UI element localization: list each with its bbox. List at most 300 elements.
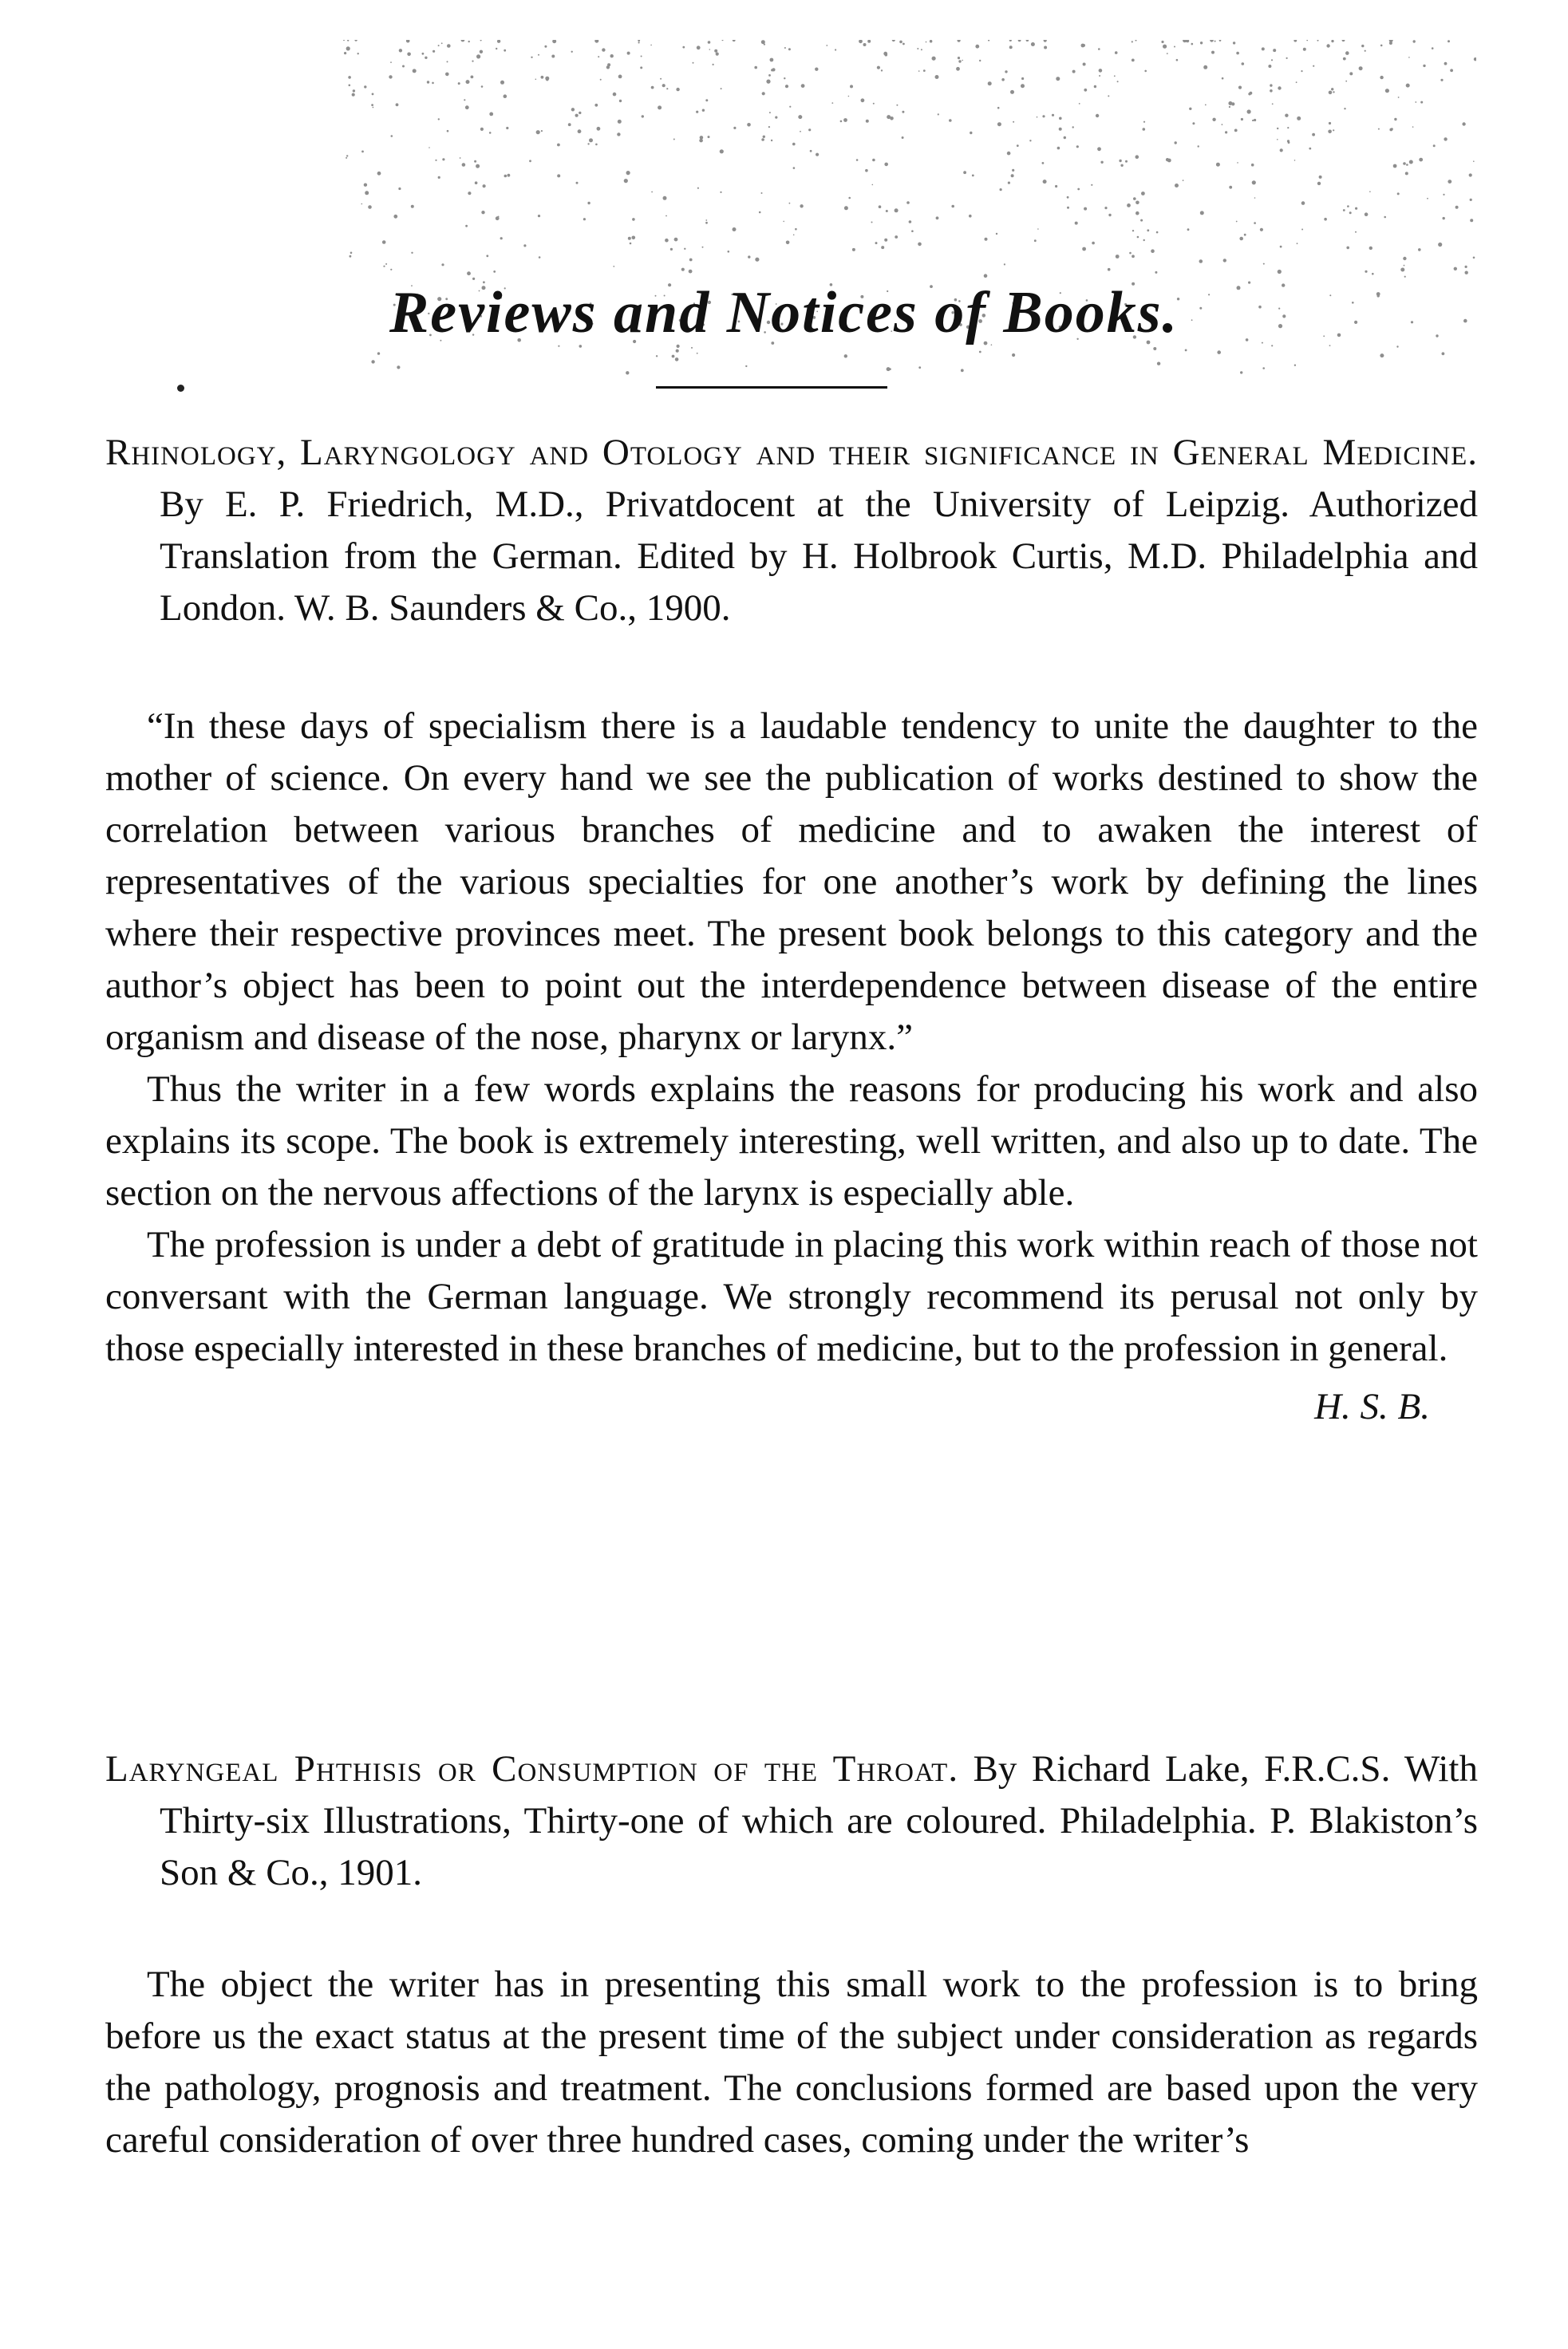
scan-speck [885,53,888,57]
scan-speck [1262,47,1265,50]
scan-speck [935,75,939,79]
scan-speck [917,48,918,49]
scan-speck [662,84,666,87]
scan-speck [640,66,642,69]
scan-speck [1247,109,1251,113]
scan-speck [607,63,610,66]
scan-speck [1183,180,1184,181]
scan-speck [1200,41,1203,44]
scan-speck [1203,65,1207,69]
scan-speck [568,123,571,126]
scan-speck [1091,184,1092,186]
scan-speck [368,205,372,209]
scan-speck [906,201,910,204]
scan-speck [504,94,508,98]
scan-speck [544,45,547,48]
scan-speck [626,171,630,175]
scan-speck [618,120,622,124]
scan-speck [467,271,471,275]
scan-speck [720,191,721,193]
scan-speck [1156,231,1159,234]
scan-speck [1391,128,1393,130]
scan-speck [988,81,992,85]
scan-speck [1056,77,1060,81]
scan-speck [541,76,544,79]
scan-speck [1309,148,1311,150]
scan-speck [447,130,449,132]
scan-speck [884,239,887,242]
scan-speck [1400,268,1404,272]
scan-speck [766,80,770,84]
scan-speck [656,355,658,357]
scan-speck [1167,159,1171,163]
scan-speck [390,269,392,270]
scan-speck [848,197,851,199]
scan-speck [1082,44,1085,47]
scan-speck [497,40,500,43]
scan-speck [1369,247,1372,250]
scan-speck [1236,52,1239,55]
scan-speck [1294,40,1297,42]
scan-speck [425,57,427,59]
scan-speck [1059,117,1062,120]
scan-speck [1012,353,1015,357]
scan-speck [1116,255,1120,259]
scan-speck [761,138,764,141]
scan-speck [480,40,482,41]
scan-speck [411,252,413,254]
scan-speck [398,188,401,190]
scan-speck [1011,174,1014,177]
scan-speck [1007,152,1011,156]
scan-speck [626,371,629,374]
scan-speck [795,228,797,231]
scan-speck [1079,103,1080,105]
scan-speck [343,40,345,41]
scan-speck [576,182,579,184]
scan-speck [1263,263,1265,265]
scan-speck [852,248,855,251]
scan-speck [872,184,874,186]
scan-speck [618,75,622,79]
scan-speck [963,171,966,174]
scan-speck [1465,271,1468,274]
scan-speck [1004,263,1005,265]
scan-speck [1408,57,1410,58]
scan-speck [1278,270,1282,274]
scan-speck [1094,85,1096,88]
scan-speck [1052,114,1054,116]
scan-speck [1157,362,1160,365]
scan-speck [1254,119,1256,121]
scan-speck [705,219,707,221]
scan-speck [1345,81,1347,82]
scan-speck [1212,118,1215,121]
scan-speck [961,369,964,372]
scan-speck [889,368,891,370]
scan-speck [697,188,699,189]
scan-speck [529,160,531,162]
scan-speck [800,131,801,132]
scan-speck [504,49,506,52]
scan-speck [1415,101,1416,103]
scan-speck [1115,51,1118,54]
scan-speck [587,202,590,204]
scan-speck [390,61,392,63]
scan-speck [483,184,486,188]
scan-speck [1143,121,1145,123]
scan-speck [996,233,997,235]
scan-speck [789,203,791,204]
scan-speck [909,220,912,223]
scan-speck [1285,114,1288,117]
scan-speck [364,85,366,88]
scan-speck [800,204,803,207]
scan-speck [1433,144,1436,147]
scan-speck [745,365,747,367]
scan-speck [1378,128,1380,130]
scan-speck [697,45,701,49]
scan-speck [385,263,387,265]
scan-speck [1191,43,1194,45]
scan-speck [1237,162,1238,164]
review-2-heading [105,1743,1478,1899]
scan-speck [438,176,440,179]
scan-speck [539,256,541,259]
scan-speck [1198,145,1199,147]
scan-speck [863,43,867,46]
scan-speck [887,115,891,119]
scan-speck [441,263,444,266]
scan-speck [1317,182,1321,185]
scan-speck [1097,147,1101,151]
scan-speck [877,66,880,69]
scan-speck [979,351,981,353]
scan-speck [1361,45,1364,47]
scan-speck [642,115,644,117]
scan-speck [1443,217,1445,219]
scan-speck [465,105,469,109]
scan-speck [1238,86,1242,89]
scan-speck [422,53,425,55]
scan-speck [506,127,508,129]
scan-speck [997,107,1000,109]
scan-speck [432,50,435,53]
scan-speck [786,241,790,245]
scan-speck [1137,236,1139,239]
scan-speck [975,45,979,49]
scan-speck [557,174,560,177]
scan-speck [619,100,622,102]
scan-speck [597,127,601,131]
scan-speck [1222,124,1223,125]
scan-speck [411,205,414,208]
scan-speck [1000,188,1002,191]
scan-speck [1076,145,1079,148]
scan-speck [902,43,905,45]
scan-speck [632,218,635,221]
scan-speck [1473,160,1475,162]
scan-speck [1403,162,1406,165]
scan-speck [1333,129,1334,131]
scan-speck [895,235,898,239]
scan-speck [958,57,960,59]
scan-speck [761,40,765,44]
scan-speck [1223,259,1226,262]
scan-speck [1297,116,1301,120]
scan-speck [1108,214,1111,216]
scan-speck [1359,66,1363,70]
scan-speck [613,93,617,97]
scan-speck [1132,230,1134,231]
scan-speck [1313,65,1314,67]
scan-speck [1345,51,1349,55]
scan-speck [784,47,786,49]
scan-speck [365,191,369,195]
scan-speck [768,74,771,77]
scan-speck [575,114,579,117]
scan-speck [1151,249,1155,253]
scan-speck [1043,180,1047,184]
scan-speck [350,252,353,255]
scan-speck [531,57,532,58]
scan-speck [1380,76,1383,79]
scan-speck [1211,51,1215,54]
scan-speck [1444,137,1447,140]
scan-speck [373,107,374,109]
scan-speck [541,130,543,132]
scan-speck [1132,41,1133,42]
scan-speck [468,41,470,42]
scan-speck [594,40,598,43]
scan-speck [472,61,473,62]
scan-speck [1067,207,1069,209]
scan-speck [1306,40,1308,41]
scan-speck [755,258,759,262]
scan-speck [377,172,381,176]
scan-speck [1404,265,1405,266]
scan-speck [985,238,988,241]
scan-speck [500,237,503,239]
scan-speck [1409,160,1413,164]
scan-speck [1125,160,1128,163]
scan-speck [1329,122,1331,124]
review-1-paragraph: The profession is under a debt of gratitude in placing this work within reach of those not conversant with the German language. We strongly recommend its perusal not only by those especially interested in these branches of medicine, but to the profession in general. [105,1224,1478,1369]
scan-speck [1229,186,1232,189]
scan-speck [788,48,791,50]
scan-speck [918,366,921,369]
scan-speck [871,222,873,223]
scan-speck [918,243,922,247]
scan-speck [1217,350,1221,354]
scan-speck [1231,102,1234,105]
scan-speck [399,49,402,52]
scan-speck [1225,131,1227,133]
scan-speck [1120,164,1123,167]
scan-speck [1286,57,1288,59]
scan-speck [361,151,364,153]
scan-speck [1365,212,1369,216]
scan-speck [1114,75,1116,77]
scan-speck [552,40,556,43]
scan-speck [638,40,640,41]
scan-speck [1077,188,1080,191]
scan-speck [1280,246,1282,248]
scan-speck [1280,148,1283,152]
scan-speck [1398,97,1400,98]
review-1-signature: H. S. B. [1314,1386,1430,1427]
scan-speck [932,57,936,61]
scan-speck [1470,199,1472,201]
scan-speck [1140,219,1143,222]
scan-speck [674,238,678,242]
scan-speck [713,64,714,65]
scan-speck [594,104,598,107]
scan-speck [754,66,757,69]
scan-speck [466,80,470,84]
scan-speck [1010,90,1014,94]
scan-speck [1034,239,1037,242]
review-1-book-title: Rhinology, Laryngology and Otology and their significance in General Medicine. [105,432,1478,473]
scan-speck [843,118,847,122]
review-1-book-details: By E. P. Friedrich, M.D., Privatdocent at the University of Leipzig. Authorized Translation from the German. Edited by H. Holbrook Curtis, M.D. Philadelphia and London. W. B. Saunders & Co., 1900. [160,484,1478,629]
scan-speck [1393,164,1397,168]
scan-speck [1252,120,1254,121]
scan-speck [930,40,933,43]
scan-speck [1222,77,1224,80]
scan-speck [689,259,693,262]
scan-speck [771,69,773,71]
scan-speck [793,235,795,236]
review-1-heading [105,427,1478,634]
scan-speck [689,270,693,274]
scan-speck [1132,59,1135,62]
scan-speck [886,210,888,212]
scan-speck [733,40,736,41]
scan-speck [481,85,484,88]
scan-speck [407,53,411,57]
scan-speck [873,103,875,105]
scan-speck [918,70,920,72]
scan-speck [1317,40,1319,41]
scan-speck [895,208,899,212]
scan-speck [347,40,349,41]
scan-speck [1333,91,1334,93]
scan-speck [1037,228,1039,230]
scan-speck [486,255,488,257]
scan-speck [1346,247,1349,250]
scan-speck [632,236,636,240]
scan-speck [733,127,736,129]
scan-speck [350,255,352,258]
scan-speck [892,40,895,41]
scan-speck [771,140,772,141]
scan-speck [476,54,480,58]
scan-speck [1185,349,1187,352]
scan-speck [1067,196,1069,199]
scan-speck [1001,78,1005,81]
scan-speck [613,266,614,267]
scan-speck [1380,353,1384,357]
scan-speck [1406,164,1408,166]
scan-speck [859,40,863,43]
scan-speck [1278,86,1281,89]
scan-speck [1229,106,1230,108]
scan-speck [481,211,484,214]
scan-speck [427,81,429,83]
scan-speck [962,60,963,61]
scan-speck [1462,122,1465,125]
scan-speck [875,242,878,244]
scan-speck [1219,40,1222,41]
scan-speck [638,41,640,43]
scan-speck [508,174,511,177]
scan-speck [579,112,581,114]
scan-speck [1301,229,1303,231]
scan-speck [684,248,685,250]
scan-speck [348,76,351,79]
scan-speck [1136,40,1137,41]
scan-speck [770,58,774,62]
scan-speck [663,196,667,200]
scan-speck [958,40,961,42]
scan-speck [1349,211,1352,214]
scan-speck [413,69,417,73]
scan-speck [1008,182,1010,184]
scan-speck [1329,91,1333,95]
scan-speck [831,102,833,104]
scan-speck [650,45,652,46]
scan-speck [432,82,434,85]
scan-speck [364,184,367,187]
scan-speck [447,61,448,62]
scan-speck [429,147,430,148]
scan-speck [1236,221,1238,223]
scan-speck [1268,65,1271,68]
scan-speck [902,136,904,139]
scan-speck [705,222,708,224]
scan-speck [545,77,549,81]
scan-speck [489,132,492,134]
scan-speck [676,88,679,91]
scan-speck [1031,42,1035,46]
scan-speck [1349,72,1353,75]
scan-speck [988,40,989,41]
scan-speck [899,41,902,44]
scan-speck [1108,268,1111,271]
scan-speck [785,85,788,88]
scan-speck [1288,141,1290,144]
scan-speck [722,40,724,41]
scan-speck [956,67,960,71]
scan-speck [826,45,827,46]
scan-speck [682,46,685,49]
scan-speck [354,40,357,41]
scan-speck [1136,201,1139,205]
scan-speck [447,44,451,48]
scan-speck [1029,140,1031,141]
scan-speck [624,179,628,183]
scan-speck [1013,121,1014,123]
scan-speck [498,216,500,218]
scan-speck [720,149,724,153]
scan-speck [504,175,508,178]
scan-speck [578,129,582,133]
scan-speck [406,40,410,43]
scan-speck [850,85,853,88]
scan-speck [1200,211,1204,215]
scan-speck [1365,50,1366,52]
